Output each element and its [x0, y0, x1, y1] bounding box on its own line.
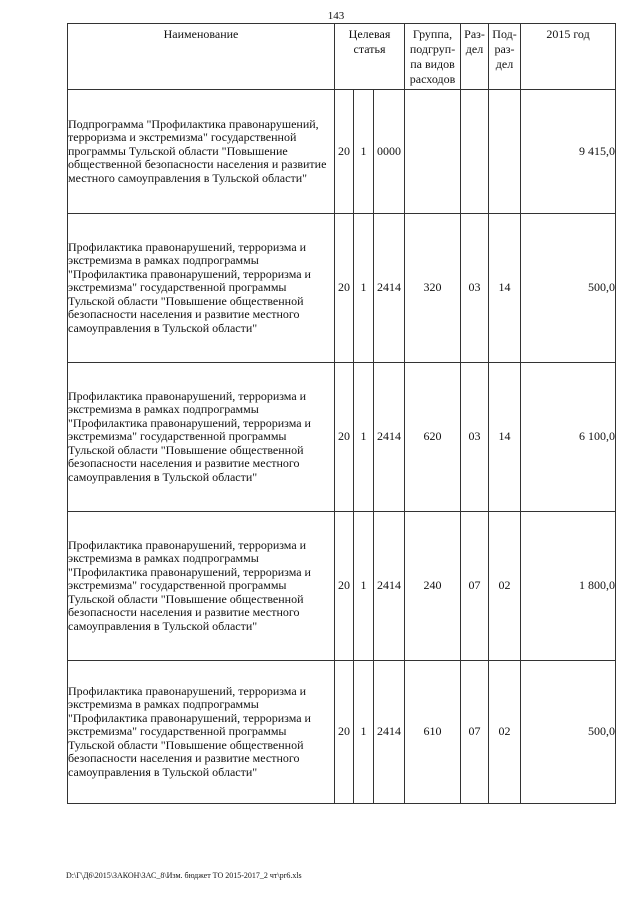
- header-year-2015: 2015 год: [521, 24, 616, 90]
- target-code-part3: 2414: [374, 214, 405, 363]
- table-row: [68, 363, 616, 512]
- target-code-part1: 20: [335, 214, 354, 363]
- target-code-part2: 1: [354, 90, 374, 214]
- header-section: Раз-дел: [461, 24, 489, 90]
- target-code-part1: 20: [335, 661, 354, 804]
- amount-2015: 6 100,0: [521, 363, 616, 512]
- subsection: 14: [489, 214, 521, 363]
- footer-file-path: D:\Г\Д6\2015\ЗАКОН\ЗАС_8\Изм. бюджет ТО 2015-2017_2 чт\pr6.xls: [66, 871, 302, 880]
- amount-2015: 9 415,0: [521, 90, 616, 214]
- budget-table: [67, 23, 616, 804]
- target-code-part3: 2414: [374, 363, 405, 512]
- section: 07: [461, 512, 489, 661]
- subsection: 02: [489, 661, 521, 804]
- section: 03: [461, 363, 489, 512]
- target-code-part3: 0000: [374, 90, 405, 214]
- row-name: Подпрограмма "Профилактика правонарушений, терроризма и экстремизма" государственной программы Тульской области "Повышение общественной безопасности населения и развитие местного самоуправления в Тульской области": [68, 90, 335, 214]
- subsection: 02: [489, 512, 521, 661]
- row-name: Профилактика правонарушений, терроризма и экстремизма в рамках подпрограммы "Профилактика правонарушений, терроризма и экстремизма" государственной программы Тульской области "Повышение общественной безопасности населения и развитие местного самоуправления в Тульской области": [68, 661, 335, 804]
- expense-group: 320: [405, 214, 461, 363]
- header-row: [68, 24, 616, 90]
- target-code-part1: 20: [335, 512, 354, 661]
- subsection: 14: [489, 363, 521, 512]
- amount-2015: 500,0: [521, 214, 616, 363]
- section: 03: [461, 214, 489, 363]
- target-code-part2: 1: [354, 661, 374, 804]
- expense-group: 610: [405, 661, 461, 804]
- section: [461, 90, 489, 214]
- table-row: [68, 214, 616, 363]
- amount-2015: 1 800,0: [521, 512, 616, 661]
- target-code-part2: 1: [354, 214, 374, 363]
- expense-group: 620: [405, 363, 461, 512]
- expense-group: 240: [405, 512, 461, 661]
- table-row: [68, 90, 616, 214]
- row-name: Профилактика правонарушений, терроризма и экстремизма в рамках подпрограммы "Профилактика правонарушений, терроризма и экстремизма" государственной программы Тульской области "Повышение общественной безопасности населения и развитие местного самоуправления в Тульской области": [68, 214, 335, 363]
- target-code-part1: 20: [335, 363, 354, 512]
- target-code-part3: 2414: [374, 661, 405, 804]
- target-code-part2: 1: [354, 363, 374, 512]
- target-code-part3: 2414: [374, 512, 405, 661]
- amount-2015: 500,0: [521, 661, 616, 804]
- header-subsection: Под-раз-дел: [489, 24, 521, 90]
- header-expense-group: Группа, подгруп-па видов расходов: [405, 24, 461, 90]
- target-code-part1: 20: [335, 90, 354, 214]
- page-number: 143: [327, 10, 345, 22]
- section: 07: [461, 661, 489, 804]
- table-row: [68, 661, 616, 804]
- subsection: [489, 90, 521, 214]
- table-row: [68, 512, 616, 661]
- expense-group: [405, 90, 461, 214]
- row-name: Профилактика правонарушений, терроризма и экстремизма в рамках подпрограммы "Профилактика правонарушений, терроризма и экстремизма" государственной программы Тульской области "Повышение общественной безопасности населения и развитие местного самоуправления в Тульской области": [68, 512, 335, 661]
- target-code-part2: 1: [354, 512, 374, 661]
- header-name: Наименование: [68, 24, 335, 90]
- header-target-article: Целевая статья: [335, 24, 405, 90]
- row-name: Профилактика правонарушений, терроризма и экстремизма в рамках подпрограммы "Профилактика правонарушений, терроризма и экстремизма" государственной программы Тульской области "Повышение общественной безопасности населения и развитие местного самоуправления в Тульской области": [68, 363, 335, 512]
